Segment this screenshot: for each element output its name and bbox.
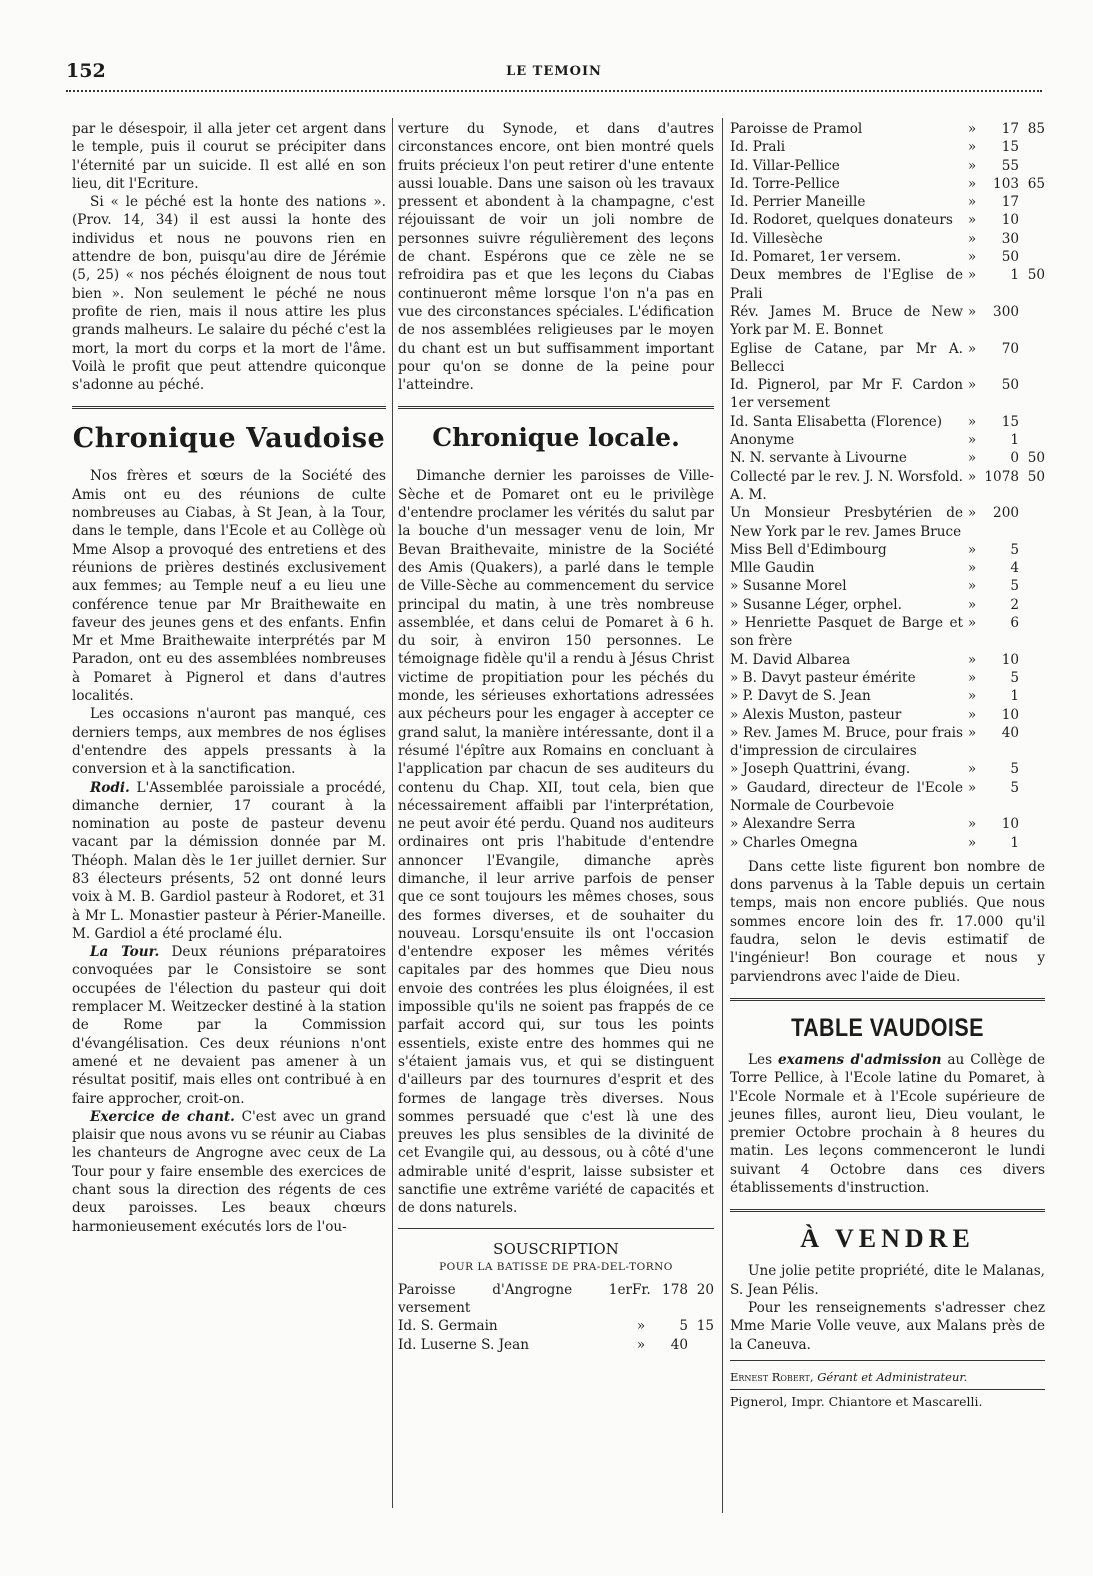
currency-mark: » bbox=[967, 230, 977, 247]
subscription-row bbox=[730, 815, 1045, 833]
currency-mark: » bbox=[967, 816, 977, 833]
subscription-row bbox=[730, 687, 1045, 705]
section-heading-chronique-vaudoise: Chronique Vaudoise bbox=[72, 423, 386, 455]
donor-name: Id. Prali bbox=[730, 139, 786, 156]
subscription-subtitle: POUR LA BATISSE DE PRA-DEL-TORNO bbox=[439, 1260, 673, 1273]
currency-mark: » bbox=[967, 303, 977, 320]
donor-name: Id. S. Germain bbox=[398, 1318, 498, 1335]
donor-name: » Rev. James M. Bruce, pour frais d'impression de circulaires bbox=[730, 724, 963, 760]
donor-name: » Susanne Léger, orphel. bbox=[730, 596, 902, 613]
currency-mark: » bbox=[967, 432, 977, 449]
sale-notice: Une jolie petite propriété, dite le Malanas, S. Jean Pélis. bbox=[730, 1263, 1045, 1298]
article-paragraph: Nos frères et sœurs de la Société des Amis ont eu des réunions de culte nombreuses au Ciabas, à St Jean, à la Tour, dans le temple, dans l'Ecole et au Collège où Mme Alsop a provoqué des entretiens et des réunions de prières destinés exclusivement aux femmes; au Temple neuf a eu lieu une conférence tenue par Mr Braithewaite en faveur des jeunes gens et des enfants. Enfin Mr et Mme Braithewaite interprétés par M Paradon, ont eu des assemblées nombreuses à Pomaret à Pignerol et dans d'autres localités. bbox=[72, 468, 386, 705]
runin-title: Rodi. bbox=[90, 779, 130, 796]
currency-mark: Fr. bbox=[632, 1281, 651, 1298]
currency-mark: » bbox=[967, 761, 977, 778]
section-heading-chronique-locale: Chronique locale. bbox=[432, 423, 680, 453]
donor-name: » Susanne Morel bbox=[730, 578, 847, 595]
newspaper-title: LE TEMOIN bbox=[506, 64, 602, 79]
column-3 bbox=[730, 120, 1045, 1410]
page-number: 152 bbox=[66, 60, 106, 82]
currency-mark: » bbox=[967, 212, 977, 229]
subscription-row bbox=[730, 760, 1045, 778]
amount-francs: 0 bbox=[1010, 450, 1019, 467]
article-paragraph: par le désespoir, il alla jeter cet argent dans le temple, puis il courut se précipiter dans l'éternité par un suicide. Il est allé en son lieu, dit l'Ecriture. bbox=[72, 121, 386, 192]
donor-name: Id. Pignerol, par Mr F. Cardon 1er versement bbox=[730, 377, 963, 412]
amount-francs: 50 bbox=[1001, 249, 1019, 266]
donor-name: » Charles Omegna bbox=[730, 834, 858, 851]
subscription-row bbox=[730, 120, 1045, 138]
amount-francs: 10 bbox=[1001, 212, 1019, 229]
amount-francs: 10 bbox=[1001, 816, 1019, 833]
donor-name: » B. Davyt pasteur émérite bbox=[730, 669, 916, 686]
news-item-la-tour bbox=[72, 943, 386, 1108]
amount-francs: 55 bbox=[1001, 157, 1019, 174]
amount-francs: 1078 bbox=[984, 468, 1019, 485]
news-item-text: L'Assemblée paroissiale a procédé, dimanche dernier, 17 courant à la nomination au poste de pasteur devenu vacant par la démission donnée par M. Théoph. Malan dès le 1er juillet dernier. Sur 83 électeurs présents, 52 ont donné leurs voix à M. B. Gardiol pasteur à Rodoret, et 31 à Mr L. Monastier pasteur à Périer-Maneille. M. Gardiol a été proclamé élu. bbox=[72, 779, 386, 942]
currency-mark: » bbox=[967, 468, 977, 485]
donor-name: M. David Albarea bbox=[730, 651, 851, 668]
amount-francs: 178 bbox=[662, 1281, 688, 1298]
amount-francs: 300 bbox=[993, 303, 1019, 320]
subscription-row bbox=[730, 779, 1045, 816]
currency-mark: » bbox=[967, 615, 977, 632]
footer-divider bbox=[730, 1389, 1045, 1390]
amount-francs: 5 bbox=[1010, 761, 1019, 778]
amount-centimes: 15 bbox=[696, 1318, 714, 1335]
currency-mark: » bbox=[967, 249, 977, 266]
article-paragraph: verture du Synode, et dans d'autres circonstances encore, ont bien montré quels fruits précieux l'on peut retirer d'une entente aussi louable. Dans une saison où les travaux pressent et abondent à la champagne, c'est réjouissant de voir un joli nombre de personnes suivre régulièrement des leçons de chant. Espérons que ce zèle ne se refroidira pas et que les leçons du Ciabas continueront même lorsque l'on n'a pas en vue des circonstances spéciales. L'édification de nos assemblées religieuses par le moyen du chant est un but suffisamment important pour qu'on se donne de la peine pour l'atteindre. bbox=[398, 121, 714, 394]
subscription-row bbox=[730, 449, 1045, 467]
currency-mark: » bbox=[967, 450, 977, 467]
currency-mark: » bbox=[967, 596, 977, 613]
currency-mark: » bbox=[967, 651, 977, 668]
news-item-text: Deux réunions préparatoires convoquées par le Consistoire se sont occupées de l'élection du pasteur qui doit remplacer M. Weitzecker destiné à la station de Rome par la Commission d'évangélisation. Ces deux réunions n'ont amené et ne devaient pas amener à un résultat positif, mais elles ont contribué à en faire approcher, croit-on. bbox=[72, 944, 386, 1107]
currency-mark: » bbox=[967, 779, 977, 796]
heading-table-vaudoise: TABLE VAUDOISE bbox=[791, 1013, 984, 1042]
amount-francs: 5 bbox=[679, 1318, 688, 1335]
donor-name: » Alexis Muston, pasteur bbox=[730, 706, 902, 723]
currency-mark: » bbox=[967, 560, 977, 577]
subscription-row bbox=[730, 193, 1045, 211]
amount-centimes: 50 bbox=[1027, 267, 1045, 284]
table-vaudoise-notice bbox=[730, 1051, 1045, 1197]
donor-name: Rév. James M. Bruce de New York par M. E. Bonnet bbox=[730, 303, 963, 339]
subscription-title: SOUSCRIPTION bbox=[493, 1239, 619, 1258]
section-divider bbox=[730, 1209, 1045, 1212]
subscription-row bbox=[730, 413, 1045, 431]
currency-mark: » bbox=[967, 834, 977, 851]
gerant-name: Ernest Robert, bbox=[730, 1369, 814, 1384]
subscription-note: Dans cette liste figurent bon nombre de dons parvenus à la Table depuis un certain temps, mais non encore publiés. Que nous sommes encore loin des fr. 17.000 qu'il faudra, selon le devis estimatif de l'ingénieur! Bon courage et nous y parviendrons avec l'aide de Dieu. bbox=[730, 858, 1045, 985]
donor-name: Paroisse de Pramol bbox=[730, 121, 863, 137]
subscription-row bbox=[730, 724, 1045, 761]
donor-name: Paroisse d'Angrogne 1er versement bbox=[398, 1281, 632, 1316]
column-2 bbox=[398, 120, 714, 1354]
donor-name: » Alexandre Serra bbox=[730, 816, 856, 833]
page-header bbox=[66, 58, 1042, 84]
heading-a-vendre: À VENDRE bbox=[800, 1224, 975, 1254]
amount-centimes: 20 bbox=[696, 1281, 714, 1298]
amount-centimes: 50 bbox=[1027, 450, 1045, 467]
amount-centimes: 50 bbox=[1027, 468, 1045, 485]
donor-name: Eglise de Catane, par Mr A. Bellecci bbox=[730, 340, 963, 375]
footer-divider bbox=[730, 1360, 1045, 1361]
amount-francs: 15 bbox=[1001, 413, 1019, 430]
currency-mark: » bbox=[967, 139, 977, 156]
amount-francs: 6 bbox=[1010, 615, 1019, 632]
currency-mark: » bbox=[967, 706, 977, 723]
section-divider bbox=[72, 406, 386, 409]
notice-text: Les bbox=[748, 1051, 779, 1068]
amount-francs: 17 bbox=[1001, 121, 1019, 137]
header-rule bbox=[66, 90, 1042, 92]
runin-title: La Tour. bbox=[90, 944, 160, 961]
subscription-row bbox=[730, 248, 1045, 266]
amount-francs: 5 bbox=[1010, 779, 1019, 796]
amount-francs: 1 bbox=[1010, 688, 1019, 705]
donor-name: Id. Perrier Maneille bbox=[730, 194, 866, 211]
section-divider bbox=[730, 998, 1045, 1001]
column-divider bbox=[392, 118, 393, 1508]
subscription-row bbox=[398, 1281, 714, 1318]
article-paragraph: Si « le péché est la honte des nations ». (Prov. 14, 34) il est aussi la honte des individus et nous ne pouvons rien en attendre de bon, puisqu'au dire de Jérémie (5, 25) « nos péchés éloignent de nous tout bien ». Non seulement le péché ne nous profite de rien, mais il nous attire les plus grands malheurs. Le salaire du péché c'est la mort, la mort du corps et la mort de l'âme. Voilà le profit que peut attendre quiconque s'adonne au péché. bbox=[72, 194, 386, 394]
currency-mark: » bbox=[967, 121, 977, 137]
amount-francs: 50 bbox=[1001, 377, 1019, 394]
amount-francs: 17 bbox=[1001, 194, 1019, 211]
amount-francs: 70 bbox=[1001, 340, 1019, 357]
notice-emphasis: examens d'admission bbox=[778, 1051, 942, 1068]
currency-mark: » bbox=[967, 669, 977, 686]
amount-francs: 15 bbox=[1001, 139, 1019, 156]
donor-name: » Gaudard, directeur de l'Ecole Normale de Courbevoie bbox=[730, 779, 963, 814]
amount-francs: 5 bbox=[1010, 541, 1019, 558]
amount-francs: 10 bbox=[1001, 651, 1019, 668]
subscription-row bbox=[730, 706, 1045, 724]
donor-name: Anonyme bbox=[730, 432, 795, 449]
subscription-row bbox=[730, 669, 1045, 687]
currency-mark: » bbox=[967, 724, 977, 741]
currency-mark: » bbox=[636, 1336, 646, 1353]
currency-mark: » bbox=[967, 413, 977, 430]
subscription-row bbox=[730, 596, 1045, 614]
amount-centimes: 65 bbox=[1027, 175, 1045, 192]
subscription-row bbox=[730, 834, 1045, 852]
section-divider bbox=[398, 406, 714, 409]
subscription-row bbox=[730, 614, 1045, 651]
amount-francs: 1 bbox=[1010, 834, 1019, 851]
sale-contact: Pour les renseignements s'adresser chez Mme Marie Volle veuve, aux Malans près de la Caneuva. bbox=[730, 1299, 1045, 1353]
column-divider bbox=[722, 118, 723, 1513]
donor-name: Deux membres de l'Eglise de Prali bbox=[730, 267, 963, 302]
article-paragraph: Dimanche dernier les paroisses de Ville-Sèche et de Pomaret ont eu le privilège d'entendre proclamer les vérités du salut par la bouche d'un messager venu de loin, Mr Bevan Braithevaite, ministre de la Société des Amis (Quakers), a parlé dans le temple de Ville-Sèche au commencement du service principal du matin, à une très nombreuse assemblée, et dans celui de Pomaret à 6 h. du soir, à environ 150 personnes. Le témoignage fidèle qu'il a rendu à Jésus Christ victime de propitiation pour les péchés du monde, les sérieuses exhortations adressées aux pécheurs pour les engager à accepter ce grand salut, la manière intéressante, dont il a résumé l'épître aux Romains en concluant à l'application par chacun de ses auditeurs du contenu du Chap. XII, tout cela, bien que nécessairement affaibli par l'interprétation, ne peut avoir été perdu. Quand nos auditeurs ordinaires ont pris l'habitude d'entendre annoncer l'Evangile, dimanche après dimanche, il leur arrive parfois de penser que ce sont toujours les mêmes choses, sous des formes diverses, et de souhaiter du nouveau. Lorsqu'ensuite ils ont l'occasion d'entendre exposer les mêmes vérités capitales par des hommes que Dieu nous envoie des contrées les plus éloignées, il est impossible qu'ils ne soient pas frappés de ce parfait accord qui, sur tous les points essentiels, existe entre des hommes qui ne s'étaient jamais vus, et qui se distinguent d'ailleurs par des tournures d'esprit et des formes de langage très diverses. Nous sommes persuadé que c'est là une des preuves les plus sensibles de la divinité de cet Evangile qui, au dessous, ou à côté d'une admirable unité d'esprit, laisse subsister et sanctifie une extrême variété de capacités et de dons naturels. bbox=[398, 468, 714, 1217]
amount-francs: 2 bbox=[1010, 596, 1019, 613]
donor-name: » Joseph Quattrini, évang. bbox=[730, 761, 911, 778]
donor-name: » Henriette Pasquet de Barge et son frère bbox=[730, 615, 963, 650]
amount-centimes: 85 bbox=[1027, 121, 1045, 137]
currency-mark: » bbox=[967, 340, 977, 357]
currency-mark: » bbox=[967, 175, 977, 192]
subscription-row bbox=[730, 175, 1045, 193]
news-item-rodi bbox=[72, 779, 386, 944]
currency-mark: » bbox=[967, 541, 977, 558]
amount-francs: 4 bbox=[1010, 560, 1019, 577]
amount-francs: 40 bbox=[1001, 724, 1019, 741]
subscription-row bbox=[730, 230, 1045, 248]
amount-francs: 1 bbox=[1010, 432, 1019, 449]
publisher-line bbox=[730, 1369, 1045, 1385]
donor-name: Mlle Gaudin bbox=[730, 560, 815, 577]
subscription-list-continued bbox=[730, 120, 1045, 852]
donor-name: Id. Santa Elisabetta (Florence) bbox=[730, 413, 943, 430]
donor-name: Id. Villesèche bbox=[730, 230, 823, 247]
donor-name: Id. Torre-Pellice bbox=[730, 175, 840, 192]
currency-mark: » bbox=[967, 505, 977, 522]
subscription-row bbox=[730, 211, 1045, 229]
subscription-row bbox=[398, 1336, 714, 1354]
subscription-row bbox=[398, 1317, 714, 1335]
article-paragraph: Les occasions n'auront pas manqué, ces derniers temps, aux membres de nos églises d'entendre des appels pressants à la conversion et à la sanctification. bbox=[72, 706, 386, 778]
currency-mark: » bbox=[636, 1318, 646, 1335]
section-divider bbox=[398, 1228, 714, 1229]
subscription-row bbox=[730, 577, 1045, 595]
currency-mark: » bbox=[967, 157, 977, 174]
column-1 bbox=[72, 120, 386, 1236]
amount-francs: 1 bbox=[1010, 267, 1019, 284]
amount-francs: 40 bbox=[670, 1336, 688, 1353]
donor-name: N. N. servante à Livourne bbox=[730, 450, 907, 467]
gerant-role: Gérant et Administrateur. bbox=[813, 1369, 968, 1384]
donor-name: Id. Luserne S. Jean bbox=[398, 1336, 529, 1353]
amount-francs: 30 bbox=[1001, 230, 1019, 247]
donor-name: Id. Villar-Pellice bbox=[730, 157, 840, 174]
subscription-row bbox=[730, 138, 1045, 156]
amount-francs: 103 bbox=[993, 175, 1019, 192]
subscription-row bbox=[730, 376, 1045, 413]
subscription-row bbox=[730, 541, 1045, 559]
subscription-row bbox=[730, 504, 1045, 541]
amount-francs: 10 bbox=[1001, 706, 1019, 723]
currency-mark: » bbox=[967, 688, 977, 705]
amount-francs: 5 bbox=[1010, 669, 1019, 686]
currency-mark: » bbox=[967, 377, 977, 394]
subscription-list bbox=[398, 1281, 714, 1354]
subscription-row bbox=[730, 266, 1045, 303]
currency-mark: » bbox=[967, 194, 977, 211]
subscription-row bbox=[730, 651, 1045, 669]
donor-name: Un Monsieur Presbytérien de New York par le rev. James Bruce bbox=[730, 505, 963, 540]
printer-imprint: Pignerol, Impr. Chiantore et Mascarelli. bbox=[730, 1393, 983, 1409]
donor-name: Miss Bell d'Edimbourg bbox=[730, 541, 887, 558]
donor-name: Collecté par le rev. J. N. Worsfold. A. M. bbox=[730, 468, 963, 503]
runin-title: Exercice de chant. bbox=[90, 1108, 235, 1125]
subscription-row bbox=[730, 431, 1045, 449]
donor-name: Id. Pomaret, 1er versem. bbox=[730, 249, 902, 266]
donor-name: » P. Davyt de S. Jean bbox=[730, 688, 871, 705]
subscription-row bbox=[730, 468, 1045, 505]
subscription-row bbox=[730, 340, 1045, 377]
subscription-row bbox=[730, 303, 1045, 340]
subscription-row bbox=[730, 559, 1045, 577]
donor-name: Id. Rodoret, quelques donateurs bbox=[730, 212, 953, 229]
amount-francs: 200 bbox=[993, 505, 1019, 522]
currency-mark: » bbox=[967, 578, 977, 595]
news-item-exercice bbox=[72, 1108, 386, 1236]
notice-text: au Collège de Torre Pellice, à l'Ecole latine du Pomaret, à l'Ecole Normale et à l'Ecole supérieure de jeunes filles, auront lieu, Dieu voulant, le premier Octobre prochain à 8 heures du matin. Les leçons commenceront le lundi suivant 4 Octobre dans ces divers établissements d'instruction. bbox=[730, 1051, 1046, 1197]
amount-francs: 5 bbox=[1010, 578, 1019, 595]
news-item-text: C'est avec un grand plaisir que nous avons vu se réunir au Ciabas les chanteurs de Angrogne avec ceux de La Tour pour y faire ensemble des exercices de chant sous la direction des régents de ces deux paroisses. Les beaux chœurs harmonieusement exécutés lors de l'ou- bbox=[72, 1108, 386, 1235]
currency-mark: » bbox=[967, 267, 977, 284]
subscription-row bbox=[730, 157, 1045, 175]
